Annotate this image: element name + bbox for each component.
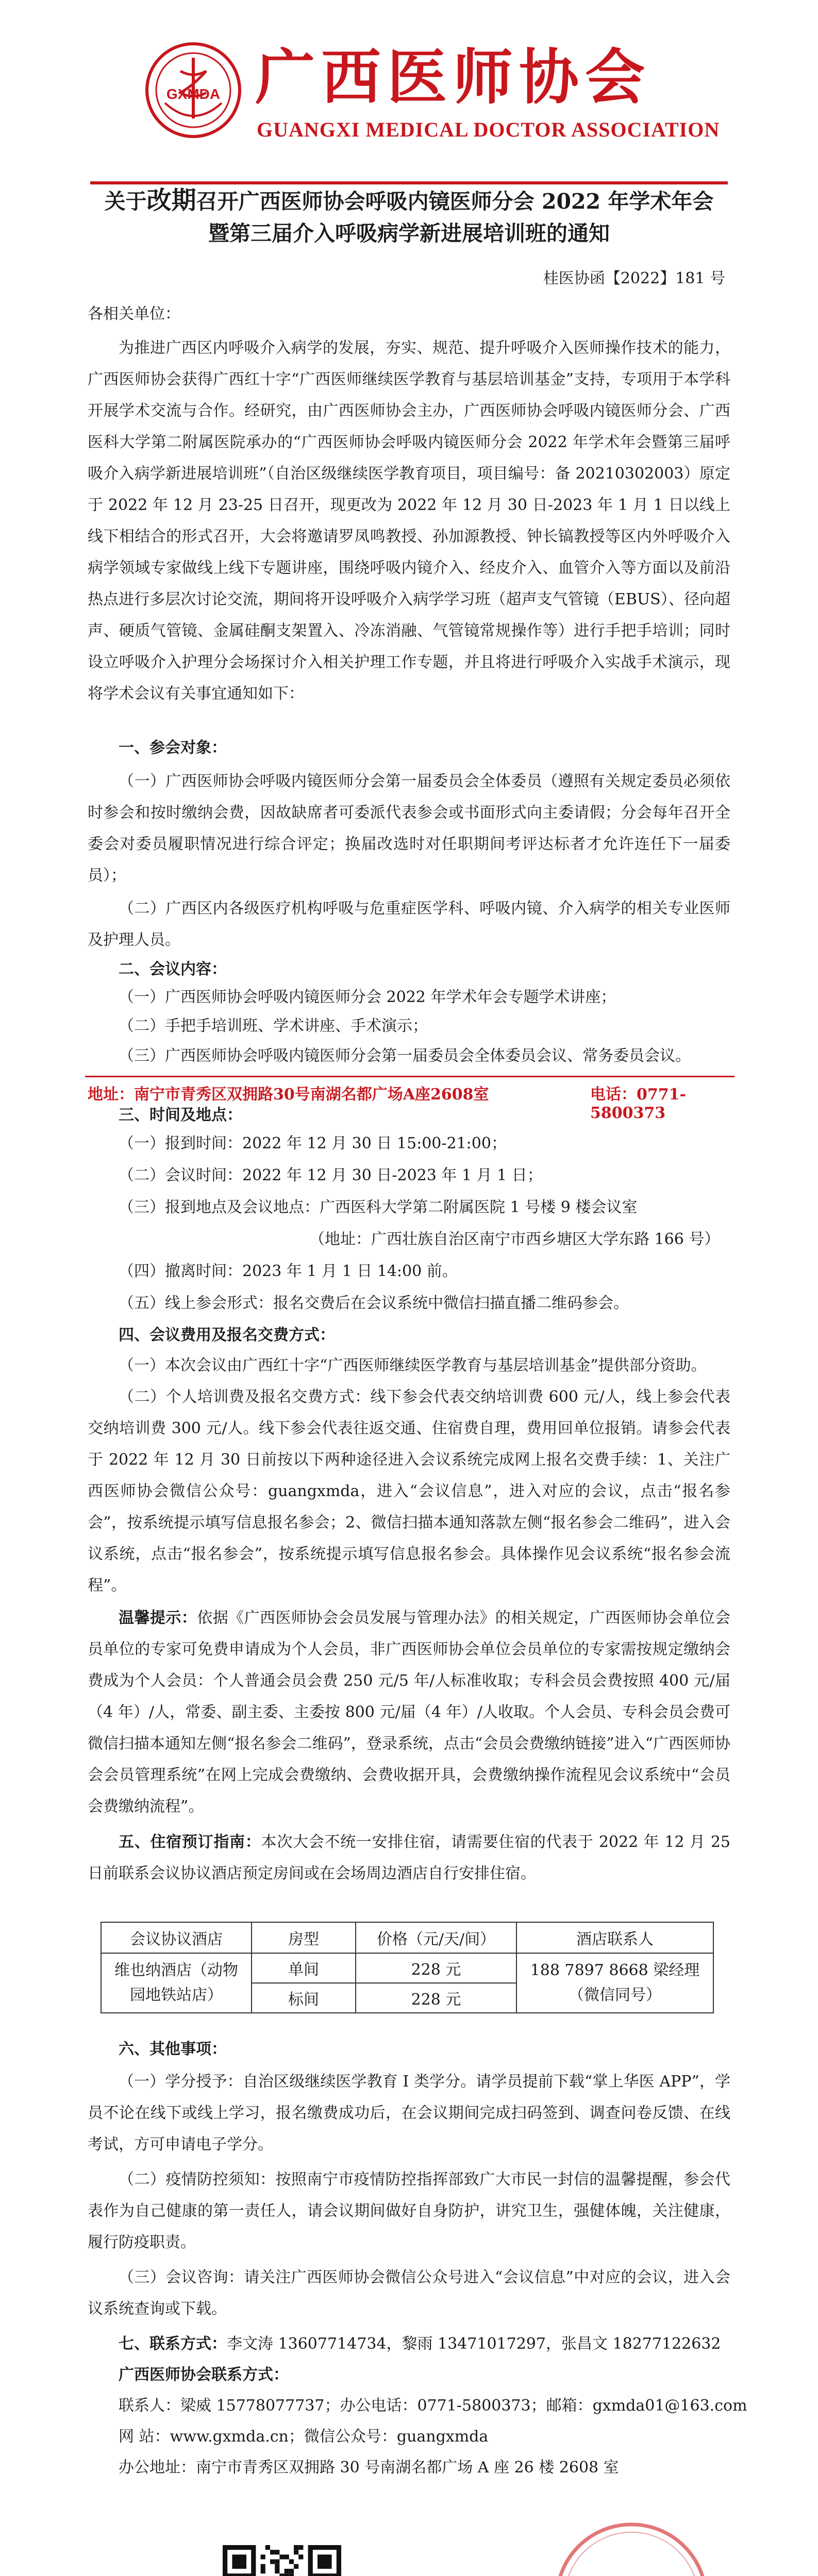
room-type-cell: 单间 [252, 1953, 356, 1983]
notice-title-line2: 暨第三届介入呼吸病学新进展培训班的通知 [208, 221, 610, 246]
section3-heading: 三、时间及地点： [119, 1106, 242, 1124]
section3-item3-address: （地址：广西壮族自治区南宁市西乡塘区大学东路 166 号） [309, 1230, 720, 1248]
intro-paragraph: 为推进广西区内呼吸介入病学的发展，夯实、规范、提升呼吸介入医师操作技术的能力，广西医师协会获得广西红十字“广西医师继续医学教育与基层培训基金”支持，专项用于本学科开展学术交流与合作。经研究，由广西医师协会主办，广西医师协会呼吸内镜医师分会、广西医科大学第二附属医院承办的“广西医师协会呼吸内镜医师分会 2022 年学术年会暨第三届呼吸介入病学新进展培训班”（自治区级继续医学教育项目，项目编号：备 20210302003）原定于 2022 年 12 月 23-25 日召开，现更改为 2022 年 12 月 30 日-2023 年 1 月 1 日以线上线下相结合的形式召开，大会将邀请罗凤鸣教授、孙加源教授、钟长镐教授等区内外呼吸介入病学领域专家做线上线下专题讲座，围绕呼吸内镜介入、经皮介入、血管介入等方面以及前沿热点进行多层次讨论交流，期间将开设呼吸介入病学学习班（超声支气管镜（EBUS）、径向超声、硬质气管镜、金属硅酮支架置入、冷冻消融、气管镜常规操作等）进行手把手培训；同时设立呼吸介入护理分会场探讨介入相关护理工作专题，并且将进行呼吸介入实战手术演示，现将学术会议有关事宜通知如下： [88, 339, 730, 703]
section2-heading: 二、会议内容： [119, 960, 227, 978]
official-seal [552, 2519, 711, 2576]
section2-item3: （三）广西医师协会呼吸内镜医师分会第一届委员会全体委员会议、常务委员会议。 [119, 1047, 691, 1065]
room-price-cell: 228 元 [356, 1983, 516, 2013]
room-type-cell: 标间 [252, 1983, 356, 2013]
warm-tip-text: 依据《广西医师协会会员发展与管理办法》的相关规定，广西医师协会单位会员单位的专家可免费申请成为个人会员，非广西医师协会单位会员单位的专家需按规定缴纳会费成为个人会员：个人普通会员会费 250 元/5 年/人标准收取；专科会员会费按照 400 元/届（4 年）/人，常委、副主委、主委按 800 元/届（4 年）/人收取。个人会员、专科会员会费可微信扫描本通知左侧“报名参会二维码”，登录系统，点击“会员会费缴纳链接”进入“广西医师协会会员管理系统”在网上完成会费缴纳、会费收据开具，会费缴纳操作流程见会议系统中“会员会费缴纳流程”。 [88, 1609, 731, 1816]
title-prefix: 关于 [104, 189, 147, 214]
reference-number: 桂医协函【2022】181 号 [543, 269, 725, 287]
section3-item2: （二）会议时间：2022 年 12 月 30 日-2023 年 1 月 1 日； [119, 1166, 543, 1184]
section3-item3: （三）报到地点及会议地点：广西医科大学第二附属医院 1 号楼 9 楼会议室 [119, 1198, 638, 1216]
section7-heading: 七、联系方式： [119, 2335, 227, 2353]
notice-title-line1 [0, 180, 818, 216]
section3-item1: （一）报到时间：2022 年 12 月 30 日 15:00-21:00； [119, 1134, 507, 1153]
registration-qr-code[interactable] [223, 2545, 341, 2576]
table-header-cell: 价格（元/天/间） [356, 1922, 516, 1953]
section4-heading: 四、会议费用及报名交费方式： [119, 1326, 335, 1344]
association-website-line: 网 站：www.gxmda.cn；微信公众号：guangxmda [119, 2428, 489, 2446]
table-header-row [101, 1922, 713, 1953]
table-row [101, 1953, 713, 1983]
hotel-name-cell: 维也纳酒店（动物园地铁站店） [101, 1953, 252, 2013]
logo-text: GXMDA [166, 86, 221, 102]
section4-warm-tip [88, 1602, 730, 1822]
org-name-en: GUANGXI MEDICAL DOCTOR ASSOCIATION [257, 118, 720, 141]
association-address-line: 办公地址：南宁市青秀区双拥路 30 号南湖名都广场 A 座 26 楼 2608 室 [119, 2459, 619, 2477]
section6-item2: （二）疫情防控须知：按照南宁市疫情防控指挥部致广大市民一封信的温馨提醒，参会代表作为自己健康的第一责任人，请会议期间做好自身防护，讲究卫生，强健体魄，关注健康，履行防疫职责。 [88, 2171, 730, 2251]
address-bar-address: 地址：南宁市青秀区双拥路30号南湖名都广场A座2608室 [88, 1086, 489, 1104]
warm-tip-label: 温馨提示： [119, 1609, 197, 1627]
salutation: 各相关单位： [88, 305, 180, 323]
section2-item1: （一）广西医师协会呼吸内镜医师分会 2022 年学术年会专题学术讲座； [119, 988, 616, 1006]
section6-item1: （一）学分授予：自治区级继续医学教育 I 类学分。请学员提前下载“掌上华医 APP”，学员不论在线下或线上学习，报名缴费成功后，在会议期间完成扫码签到、调查问卷反馈、在线考试，方可申请电子学分。 [88, 2073, 730, 2154]
section1-item2: （二）广西区内各级医疗机构呼吸与危重症医学科、呼吸内镜、介入病学的相关专业医师及护理人员。 [88, 900, 730, 949]
hotel-table [101, 1922, 714, 2013]
hotel-contact-cell: 188 7897 8668 梁经理（微信同号） [516, 1953, 713, 2013]
section4-item1: （一）本次会议由广西红十字“广西医师继续医学教育与基层培训基金”提供部分资助。 [119, 1357, 707, 1375]
section3-item5: （五）线上参会形式：报名交费后在会议系统中微信扫描直播二维码参会。 [119, 1294, 629, 1312]
section5-text: 本次大会不统一安排住宿，请需要住宿的代表于 2022 年 12 月 25 日前联系会议协议酒店预定房间或在会场周边酒店自行安排住宿。 [88, 1833, 730, 1883]
section1-item1: （一）广西医师协会呼吸内镜医师分会第一届委员会全体委员（遵照有关规定委员必须依时参会和按时缴纳会费，因故缺席者可委派代表参会或书面形式向主委请假；分会每年召开全委会对委员履职情况进行综合评定；换届改选时对任职期间考评达标者才允许连任下一届委员）； [88, 772, 730, 885]
section6-heading: 六、其他事项： [119, 2040, 227, 2058]
section7-contacts [119, 2334, 721, 2354]
seal-icon [552, 2519, 711, 2576]
table-header-cell: 会议协议酒店 [101, 1922, 252, 1953]
table-header-cell: 房型 [252, 1922, 356, 1953]
association-contact-line: 联系人：梁威 15778077737；办公电话：0771-5800373；邮箱：gxmda01@163.com [119, 2397, 747, 2415]
association-logo-icon [144, 41, 242, 139]
section5-paragraph [88, 1826, 730, 1889]
section5-heading: 五、住宿预订指南： [119, 1833, 261, 1851]
section2-item2: （二）手把手培训班、学术讲座、手术演示； [119, 1017, 428, 1035]
table-header-cell: 酒店联系人 [516, 1922, 713, 1953]
association-contact-heading: 广西医师协会联系方式： [119, 2366, 289, 2384]
address-bar-phone: 电话：0771-5800373 [590, 1086, 686, 1122]
room-price-cell: 228 元 [356, 1953, 516, 1983]
qr-code-icon [223, 2545, 341, 2576]
section3-item4: （四）撤离时间：2023 年 1 月 1 日 14:00 前。 [119, 1262, 458, 1280]
section6-item3: （三）会议咨询：请关注广西医师协会微信公众号进入“会议信息”中对应的会议，进入会议系统查询或下载。 [88, 2268, 730, 2318]
section4-item2: （二）个人培训费及报名交费方式：线下参会代表交纳培训费 600 元/人，线上参会代表交纳培训费 300 元/人。线下参会代表往返交通、住宿费自理，费用回单位报销。请参会代表于 2022 年 12 月 30 日前按以下两种途径进入会议系统完成网上报名交费手续：1、关注广西医师协会微信公众号：guangxmda，进入“会议信息”，进入对应的会议，点击“报名参会”，按系统提示填写信息报名参会；2、微信扫描本通知落款左侧“报名参会二维码”，进入会议系统，点击“报名参会”，按系统提示填写信息报名参会。具体操作见会议系统“报名参会流程”。 [88, 1388, 730, 1595]
title-rest: 召开广西医师协会呼吸内镜医师分会 2022 年学术年会 [196, 189, 714, 214]
org-name-cn: 广西医师协会 [255, 42, 651, 112]
title-highlight: 改期 [146, 186, 196, 215]
letterhead [0, 31, 818, 160]
section1-heading: 一、参会对象： [119, 739, 227, 757]
section7-contact-people: 李文涛 13607714734，黎雨 13471017297，张昌文 18277122632 [227, 2335, 721, 2353]
